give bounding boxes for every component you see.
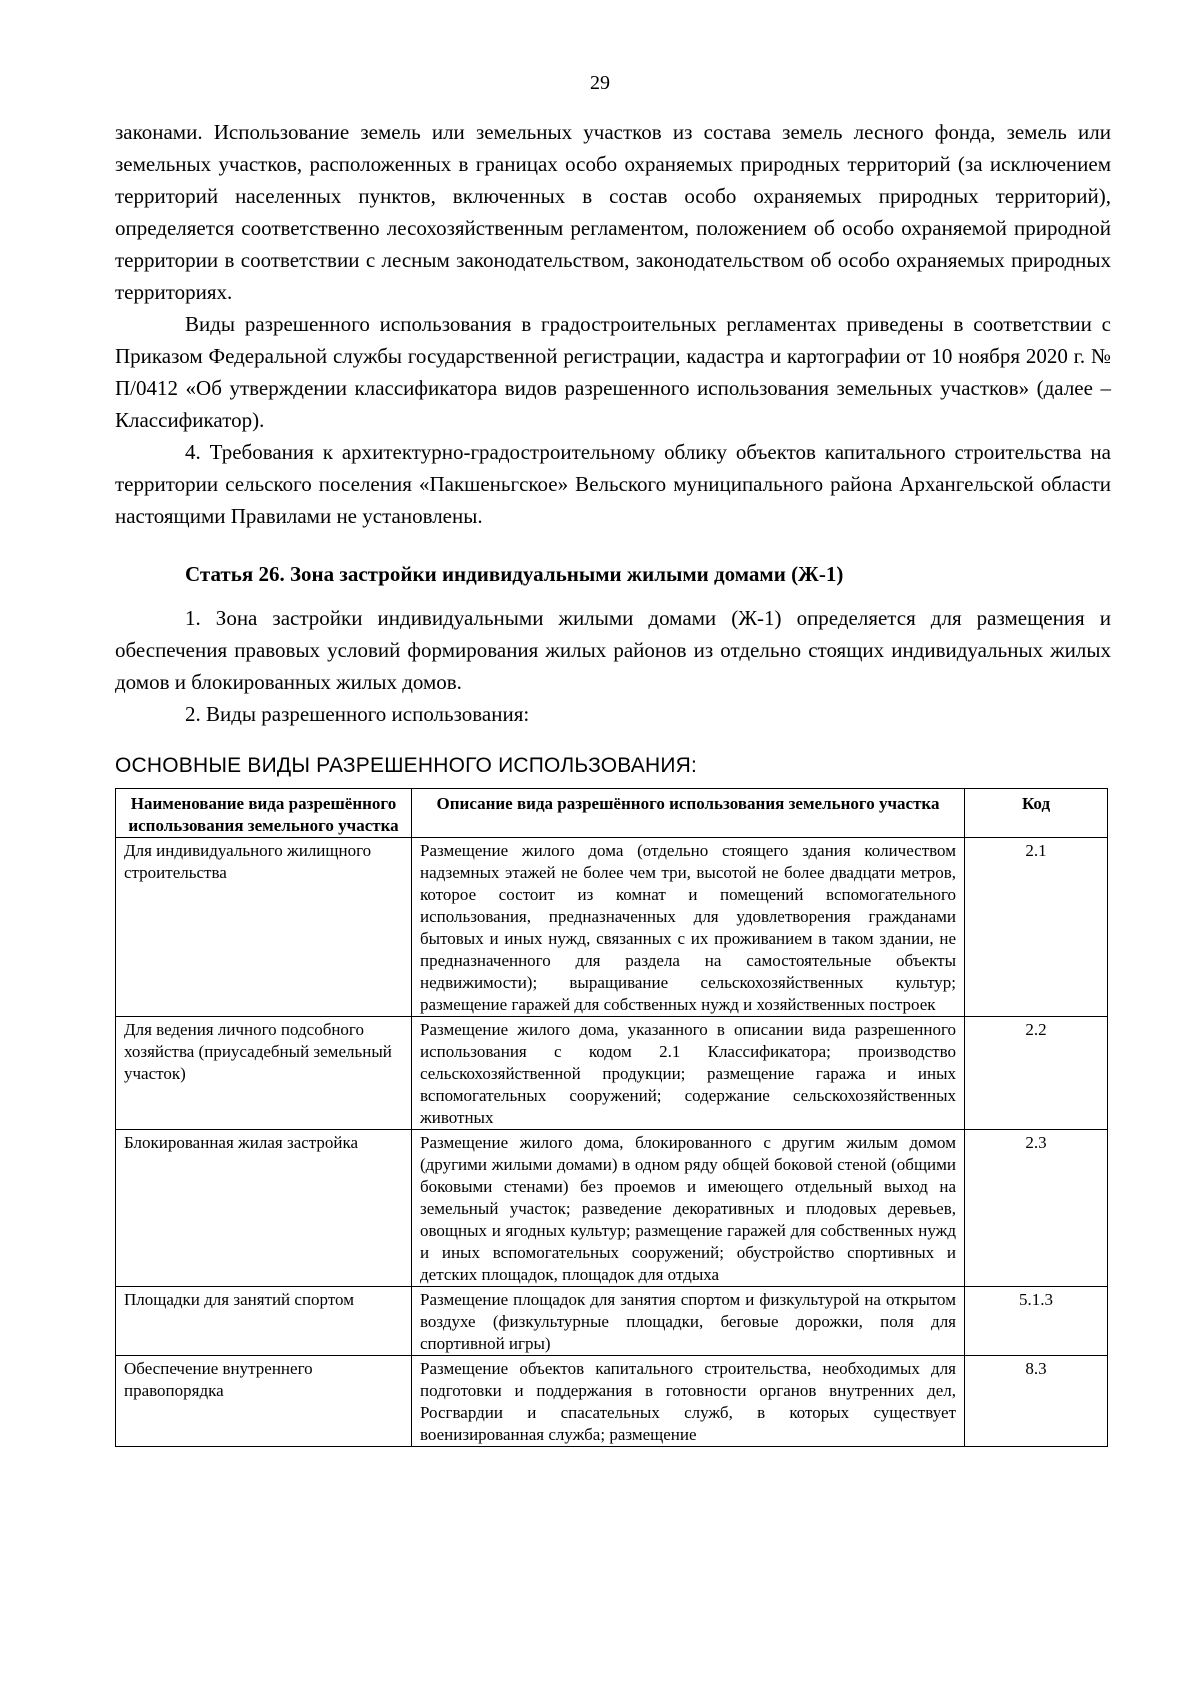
cell-description: Размещение площадок для занятия спортом и физкультурой на открытом воздухе (физкультурные площадки, беговые дорожки, поля для спортивной игры) [412, 1287, 965, 1356]
cell-code: 2.1 [965, 838, 1108, 1017]
header-code: Код [965, 789, 1108, 838]
cell-code: 5.1.3 [965, 1287, 1108, 1356]
table-header-row [116, 789, 1108, 838]
header-name: Наименование вида разрешённого использования земельного участка [116, 789, 412, 838]
paragraph-classifier: Виды разрешенного использования в градостроительных регламентах приведены в соответствии с Приказом Федеральной службы государственной регистрации, кадастра и картографии от 10 ноября 2020 г. № П/0412 «Об утверждении классификатора видов разрешенного использования земельных участков» (далее – Классификатор). [115, 312, 1111, 432]
header-description: Описание вида разрешённого использования земельного участка [412, 789, 965, 838]
cell-name: Для ведения личного подсобного хозяйства (приусадебный земельный участок) [116, 1017, 412, 1130]
paragraph-continuation: законами. Использование земель или земельных участков из состава земель лесного фонда, земель или земельных участков, расположенных в границах особо охраняемых природных территорий (за исключением территорий населенных пунктов, включенных в состав особо охраняемых природных территорий), определяется соответственно лесохозяйственным регламентом, положением об особо охраняемой природной территории в соответствии с лесным законодательством, законодательством об особо охраняемых природных территориях. [115, 120, 1111, 304]
document-body [115, 116, 1111, 1447]
page-number: 29 [590, 72, 610, 94]
cell-description: Размещение жилого дома, указанного в описании вида разрешенного использования с кодом 2.1 Классификатора; производство сельскохозяйственной продукции; размещение гаража и иных вспомогательных сооружений; содержание сельскохозяйственных животных [412, 1017, 965, 1130]
cell-code: 2.2 [965, 1017, 1108, 1130]
cell-name: Площадки для занятий спортом [116, 1287, 412, 1356]
table-row [116, 838, 1108, 1017]
cell-description: Размещение жилого дома, блокированного с другим жилым домом (другими жилыми домами) в одном ряду общей боковой стеной (общими боковыми стенами) без проемов и имеющего отдельный выход на земельный участок; разведение декоративных и плодовых деревьев, овощных и ягодных культур; размещение гаражей для собственных нужд и иных вспомогательных сооружений; обустройство спортивных и детских площадок, площадок для отдыха [412, 1130, 965, 1287]
cell-description: Размещение объектов капитального строительства, необходимых для подготовки и поддержания в готовности органов внутренних дел, Росгвардии и спасательных служб, в которых существует военизированная служба; размещение [412, 1356, 965, 1447]
article-paragraph-1: 1. Зона застройки индивидуальными жилыми домами (Ж-1) определяется для размещения и обеспечения правовых условий формирования жилых районов из отдельно стоящих индивидуальных жилых домов и блокированных жилых домов. [115, 606, 1111, 694]
cell-name: Блокированная жилая застройка [116, 1130, 412, 1287]
cell-code: 2.3 [965, 1130, 1108, 1287]
cell-description: Размещение жилого дома (отдельно стоящего здания количеством надземных этажей не более чем три, высотой не более двадцати метров, которое состоит из комнат и помещений вспомогательного использования, предназначенных для удовлетворения гражданами бытовых и иных нужд, связанных с их проживанием в таком здании, не предназначенного для раздела на самостоятельные объекты недвижимости); выращивание сельскохозяйственных культур; размещение гаражей для собственных нужд и хозяйственных построек [412, 838, 965, 1017]
article-paragraph-2: 2. Виды разрешенного использования: [185, 702, 530, 726]
table-row [116, 1356, 1108, 1447]
article-heading: Статья 26. Зона застройки индивидуальными жилыми домами (Ж-1) [185, 562, 844, 586]
cell-name: Обеспечение внутреннего правопорядка [116, 1356, 412, 1447]
table-caption: ОСНОВНЫЕ ВИДЫ РАЗРЕШЕННОГО ИСПОЛЬЗОВАНИЯ: [115, 754, 698, 777]
paragraph-requirements: 4. Требования к архитектурно-градостроительному облику объектов капитального строительства на территории сельского поселения «Пакшеньгское» Вельского муниципального района Архангельской области настоящими Правилами не установлены. [115, 440, 1111, 528]
table-row [116, 1017, 1108, 1130]
cell-name: Для индивидуального жилищного строительства [116, 838, 412, 1017]
table-row [116, 1130, 1108, 1287]
table-row [116, 1287, 1108, 1356]
land-use-table [115, 788, 1108, 1447]
cell-code: 8.3 [965, 1356, 1108, 1447]
